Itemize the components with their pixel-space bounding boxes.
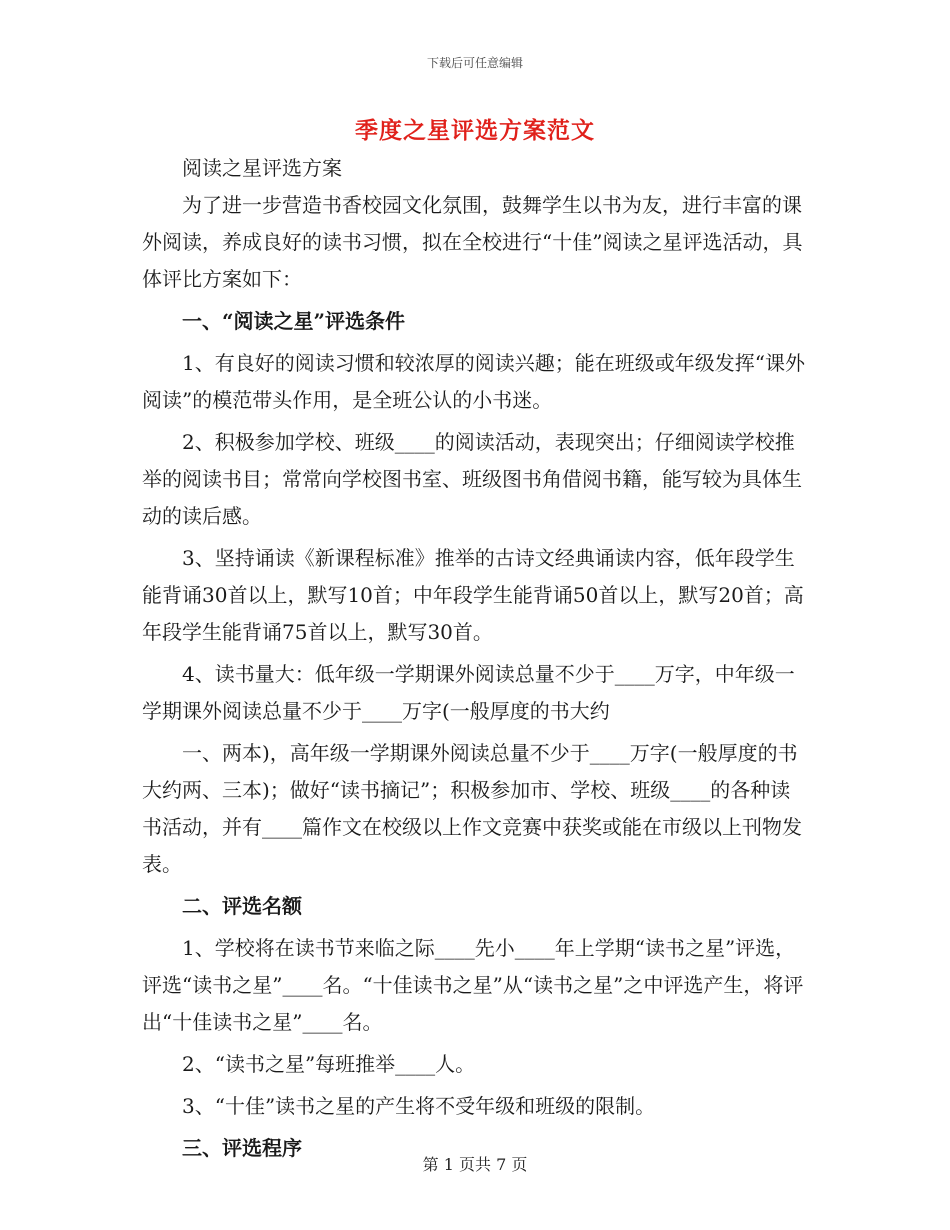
section-heading-3: 三、评选程序 [182, 1136, 302, 1160]
paragraph-condition-3: 3、坚持诵读《新课程标准》推举的古诗文经典诵读内容，低年段学生能背诵30首以上，默写10首；中年段学生能背诵50首以上，默写20首；高年段学生能背诵75首以上，默写30首。 [142, 546, 804, 644]
paragraph-condition-1: 1、有良好的阅读习惯和较浓厚的阅读兴趣；能在班级或年级发挥“课外阅读”的模范带头作用，是全班公认的小书迷。 [142, 351, 805, 412]
section-heading-2: 二、评选名额 [182, 894, 302, 918]
paragraph-condition-4-cont: 一、两本)，高年级一学期课外阅读总量不少于____万字(一般厚度的书大约两、三本)；做好“读书摘记”；积极参加市、学校、班级____的各种读书活动，并有____篇作文在校级以上作文竞赛中获奖或能在市级以上刊物发表。 [142, 741, 802, 876]
paragraph-condition-4: 4、读书量大：低年级一学期课外阅读总量不少于____万字，中年级一学期课外阅读总量不少于____万字(一般厚度的书大约 [142, 662, 795, 723]
document-title: 季度之星评选方案范文 [355, 117, 595, 144]
section-heading-1: 一、“阅读之星”评选条件 [182, 309, 406, 333]
paragraph-intro: 为了进一步营造书香校园文化氛围，鼓舞学生以书为友，进行丰富的课外阅读，养成良好的读书习惯，拟在全校进行“十佳”阅读之星评选活动，具体评比方案如下： [142, 193, 803, 291]
paragraph-subtitle: 阅读之星评选方案 [182, 156, 342, 180]
page-header-note: 下载后可任意编辑 [426, 56, 523, 70]
page-footer-number: 第 1 页共 7 页 [422, 1155, 528, 1174]
paragraph-quota-3: 3、“十佳”读书之星的产生将不受年级和班级的限制。 [182, 1094, 656, 1118]
document-body [142, 150, 810, 1167]
paragraph-quota-1: 1、学校将在读书节来临之际____先小____年上学期“读书之星”评选，评选“读书之星”____名。“十佳读书之星”从“读书之星”之中评选产生，将评出“十佳读书之星”____名。 [142, 936, 804, 1034]
paragraph-quota-2: 2、“读书之星”每班推举____人。 [182, 1052, 476, 1076]
paragraph-condition-2: 2、积极参加学校、班级____的阅读活动，表现突出；仔细阅读学校推举的阅读书目；常常向学校图书室、班级图书角借阅书籍，能写较为具体生动的读后感。 [142, 430, 802, 528]
